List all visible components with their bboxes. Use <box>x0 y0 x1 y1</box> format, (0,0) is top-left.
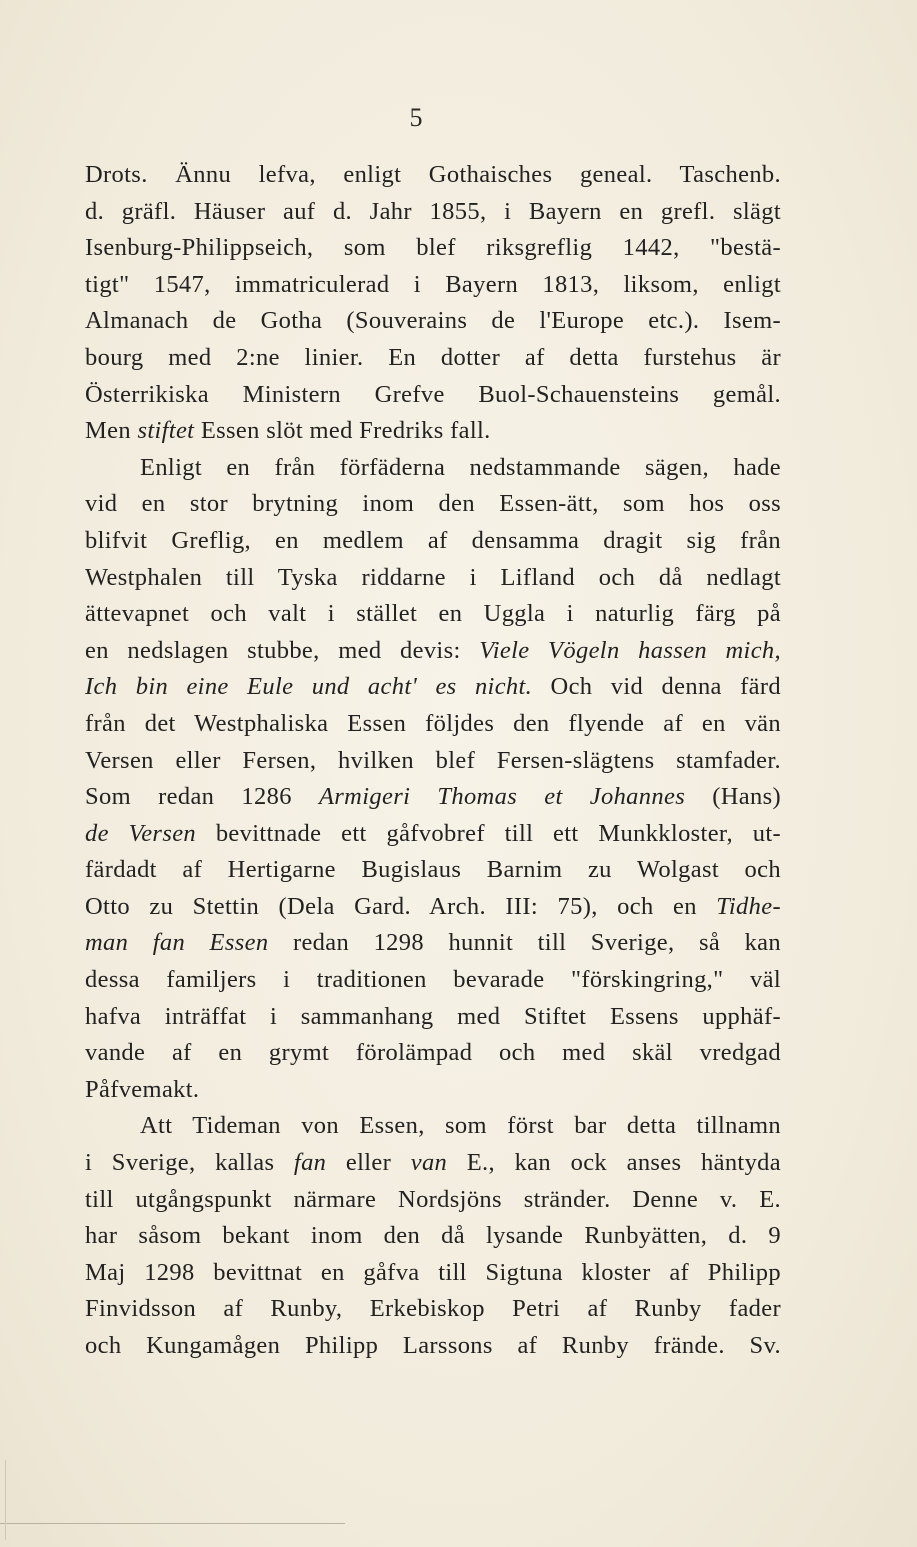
text-segment: Som redan 1286 <box>85 783 319 811</box>
text-segment: d. gräfl. Häuser auf d. Jahr 1855, i Bayern en grefl. slägt <box>85 197 781 225</box>
italic-text-segment: man fan Essen <box>85 929 269 957</box>
text-segment: vande af en grymt förolämpad och med skäl vredgad <box>85 1039 781 1067</box>
page-edge-mark <box>5 1460 6 1540</box>
italic-text-segment: Tidhe- <box>716 892 781 920</box>
text-line <box>85 779 781 816</box>
text-line <box>85 1182 781 1219</box>
text-segment: dessa familjers i traditionen bevarade "förskingring," väl <box>85 966 781 994</box>
text-line <box>85 889 781 926</box>
text-line <box>85 303 781 340</box>
text-segment: Och vid denna färd <box>532 673 781 701</box>
text-segment: tigt" 1547, immatriculerad i Bayern 1813, liksom, enligt <box>85 270 781 298</box>
text-line <box>85 596 781 633</box>
text-segment: bourg med 2:ne linier. En dotter af detta furstehus är <box>85 343 781 371</box>
text-segment: Men <box>85 417 138 445</box>
text-segment: vid en stor brytning inom den Essen-ätt, som hos oss <box>85 490 781 518</box>
text-line <box>85 267 781 304</box>
page-number: 5 <box>409 103 423 132</box>
text-line <box>85 999 781 1036</box>
text-segment: bevittnade ett gåfvobref till ett Munkkloster, ut- <box>196 819 781 847</box>
text-segment: till utgångspunkt närmare Nordsjöns stränder. Denne v. E. <box>85 1185 781 1213</box>
text-segment: Almanach de Gotha (Souverains de l'Europe etc.). Isem- <box>85 307 781 335</box>
text-segment: (Hans) <box>685 783 782 811</box>
text-line <box>85 706 781 743</box>
text-segment: och Kungamågen Philipp Larssons af Runby frände. Sv. <box>85 1332 781 1359</box>
text-segment: färdadt af Hertigarne Bugislaus Barnim zu Wolgast och <box>85 856 781 884</box>
text-line <box>85 450 781 487</box>
text-segment: Drots. Ännu lefva, enligt Gothaisches geneal. Taschenb. <box>85 161 781 188</box>
body-text <box>85 157 781 1365</box>
italic-text-segment: van <box>410 1149 448 1177</box>
text-segment: Isenburg-Philippseich, som blef riksgreflig 1442, "bestä- <box>85 234 781 262</box>
italic-text-segment: Ich bin eine Eule und acht' es nicht. <box>85 673 533 701</box>
text-line <box>85 1255 781 1292</box>
text-line <box>85 560 781 597</box>
text-segment: från det Westphaliska Essen följdes den flyende af en vän <box>85 709 781 737</box>
text-segment: Westphalen till Tyska riddarne i Lifland och då nedlagt <box>85 563 781 591</box>
italic-text-segment: de Versen <box>85 819 197 847</box>
text-segment: Finvidsson af Runby, Erkebiskop Petri af Runby fader <box>85 1295 781 1323</box>
text-segment: Österrikiska Ministern Grefve Buol-Schauensteins gemål. <box>85 380 781 408</box>
text-segment: en nedslagen stubbe, med devis: <box>85 636 480 664</box>
text-line <box>85 1108 781 1145</box>
text-segment: E., kan ock anses häntyda <box>447 1149 781 1177</box>
text-line <box>85 523 781 560</box>
text-line <box>85 157 781 194</box>
text-line <box>85 1328 781 1365</box>
text-line <box>85 230 781 267</box>
text-segment: Essen slöt med Fredriks fall. <box>194 417 491 445</box>
text-line <box>85 925 781 962</box>
text-segment: Att Tideman von Essen, som först bar detta tillnamn <box>140 1112 781 1140</box>
text-line <box>85 816 781 853</box>
italic-text-segment: stiftet <box>137 417 195 445</box>
text-line <box>85 1145 781 1182</box>
text-line <box>85 962 781 999</box>
text-segment: eller <box>326 1149 411 1177</box>
text-line <box>85 377 781 414</box>
text-segment: Versen eller Fersen, hvilken blef Fersen-slägtens stamfader. <box>85 746 781 774</box>
text-segment: Enligt en från förfäderna nedstammande sägen, hade <box>140 453 781 481</box>
text-line <box>85 1291 781 1328</box>
text-segment: Otto zu Stettin (Dela Gard. Arch. III: 75), och en <box>85 892 717 920</box>
text-segment: har såsom bekant inom den då lysande Runbyätten, d. 9 <box>85 1222 781 1250</box>
text-line <box>85 852 781 889</box>
text-segment: blifvit Greflig, en medlem af densamma dragit sig från <box>85 526 781 554</box>
text-segment: hafva inträffat i sammanhang med Stiftet Essens upphäf- <box>85 1002 781 1030</box>
text-line <box>85 486 781 523</box>
text-line <box>85 413 781 450</box>
italic-text-segment: fan <box>293 1149 327 1177</box>
text-segment: i Sverige, kallas <box>85 1149 294 1177</box>
text-segment: Maj 1298 bevittnat en gåfva till Sigtuna kloster af Philipp <box>85 1258 781 1286</box>
text-line <box>85 194 781 231</box>
text-line <box>85 1035 781 1072</box>
text-segment: redan 1298 hunnit till Sverige, så kan <box>268 929 781 957</box>
text-line <box>85 633 781 670</box>
italic-text-segment: Armigeri Thomas et Johannes <box>318 783 686 811</box>
text-line <box>85 669 781 706</box>
text-line <box>85 1218 781 1255</box>
bottom-rule <box>0 1523 345 1524</box>
text-segment: ättevapnet och valt i stället en Uggla i naturlig färg på <box>85 600 781 628</box>
text-line <box>85 743 781 780</box>
text-segment: Påfvemakt. <box>85 1075 200 1103</box>
text-line <box>85 340 781 377</box>
italic-text-segment: Viele Vögeln hassen mich, <box>479 636 781 664</box>
text-line <box>85 1072 781 1109</box>
